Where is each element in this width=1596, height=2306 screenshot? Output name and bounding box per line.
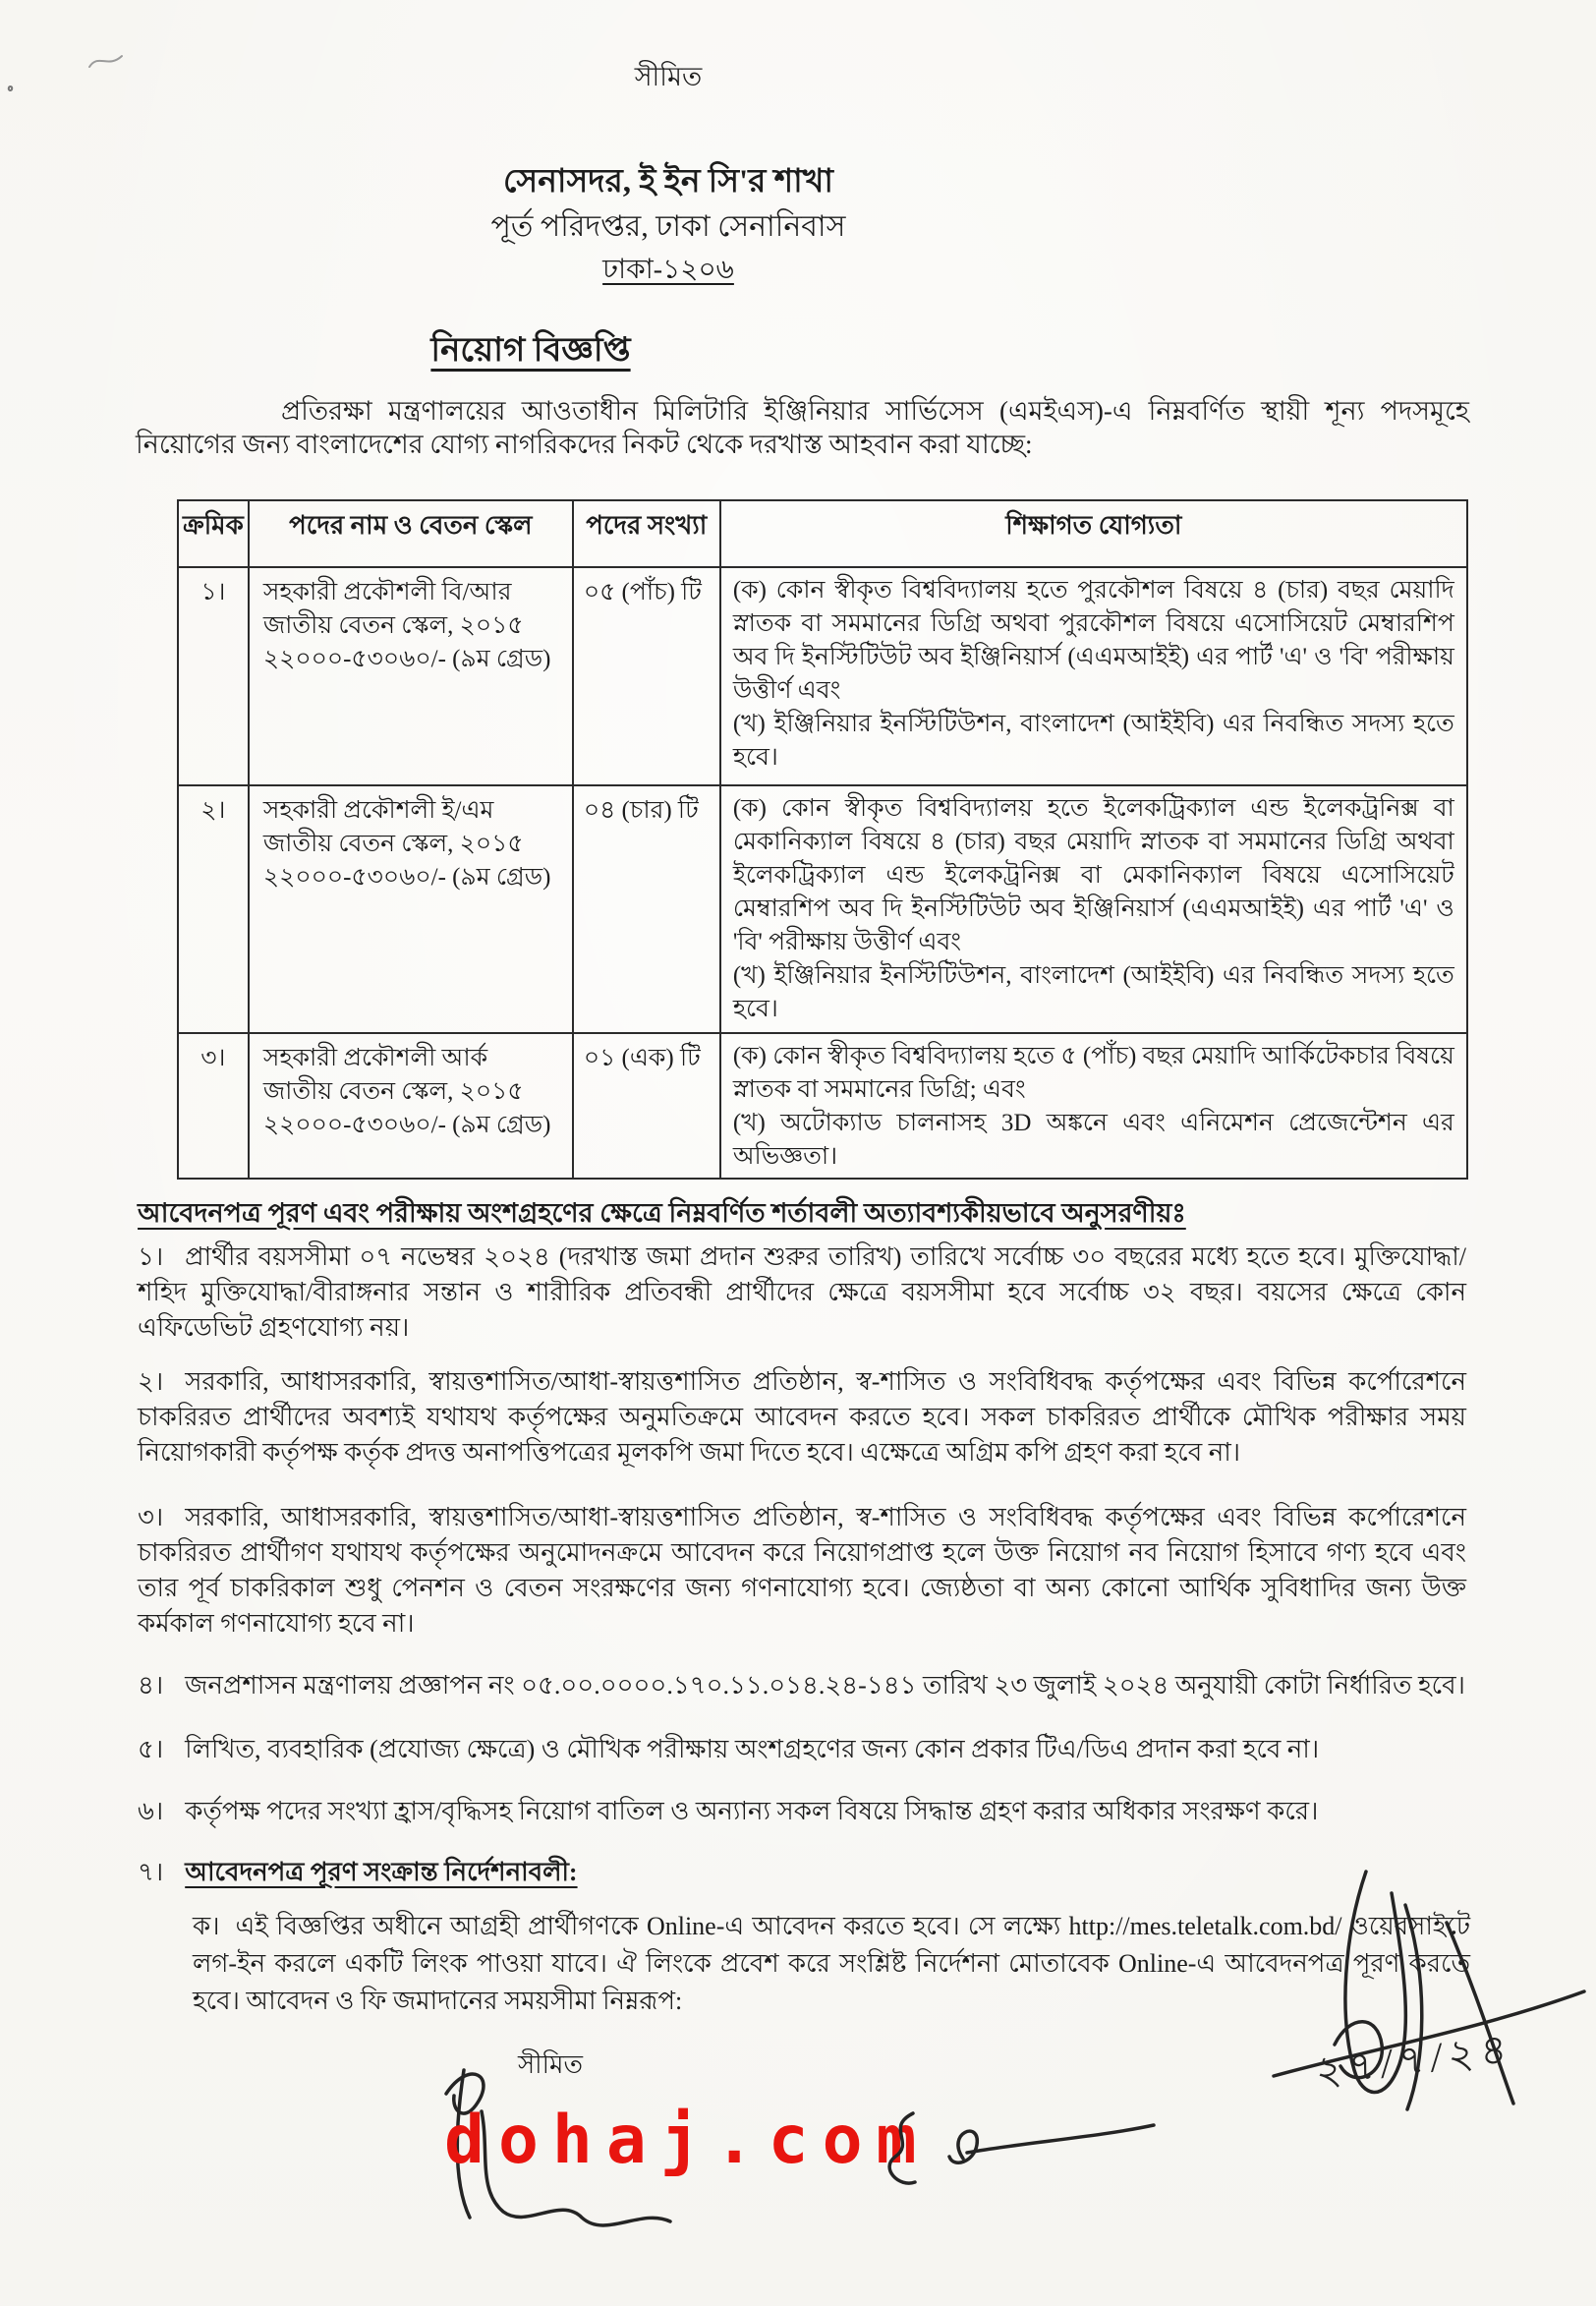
row2-qualification: (ক) কোন স্বীকৃত বিশ্ববিদ্যালয় হতে ইলেকট্রিক্যাল এন্ড ইলেকট্রনিক্স বা মেকানিক্যাল বিষয়ে ৪ (চার) বছর মেয়াদি স্নাতক বা সমমানের ডিগ্রি অথবা ইলেকট্রিক্যাল এন্ড ইলেকট্রনিক্স বা মেকানিক্যাল বিষয়ে এসোসিয়েট মেম্বারশিপ অব দি ইনস্টিটিউট অব ইঞ্জিনিয়ার্স (এএমআইই) এর পার্ট 'এ' ও 'বি' পরীক্ষায় উত্তীর্ণ এবং (খ) ইঞ্জিনিয়ার ইনস্টিটিউশন, বাংলাদেশ (আইইবি) এর নিবন্ধিত সদস্য হতে হবে। xyxy=(720,785,1467,1033)
row3-count: ০১ (এক) টি xyxy=(573,1033,720,1179)
condition-item-7: ৭। আবেদনপত্র পূরণ সংক্রান্ত নির্দেশনাবলী: xyxy=(138,1858,578,1886)
table-row xyxy=(178,785,1467,1033)
condition-item-3: ৩। সরকারি, আধাসরকারি, স্বায়ত্তশাসিত/আধা-স্বায়ত্তশাসিত প্রতিষ্ঠান, স্ব-শাসিত ও সংবিধিবদ্ধ কর্তৃপক্ষের এবং বিভিন্ন কর্পোরেশনে চাকরিরত প্রার্থীগণ যথাযথ কর্তৃপক্ষের অনুমোদনক্রমে আবেদন করে নিয়োগপ্রাপ্ত হলে উক্ত নিয়োগ নব নিয়োগ হিসাবে গণ্য হবে এবং তার পূর্ব চাকরিকাল শুধু পেনশন ও বেতন সংরক্ষণের জন্য গণনাযোগ্য হবে। জ্যেষ্ঠতা বা অন্য কোনো আর্থিক সুবিধাদির জন্য উক্ত কর্মকাল গণনাযোগ্য হবে না। xyxy=(138,1503,1466,1638)
row2-post: সহকারী প্রকৌশলী ই/এম জাতীয় বেতন স্কেল, ২০১৫ ২২০০০-৫৩০৬০/- (৯ম গ্রেড) xyxy=(249,785,573,1033)
row2-serial: ২। xyxy=(178,785,249,1033)
letterhead xyxy=(393,159,943,292)
instruction-sub-item-ka: ক। এই বিজ্ঞপ্তির অধীনে আগ্রহী প্রার্থীগণকে Online-এ আবেদন করতে হবে। সে লক্ষ্যে http://mes.teletalk.com.bd/ ওয়েবসাইটে লগ-ইন করলে একটি লিংক পাওয়া যাবে। ঐ লিংকে প্রবেশ করে সংশ্লিষ্ট নির্দেশনা মোতাবেক Online-এ আবেদনপত্র পূরণ করতে হবে। আবেদন ও ফি জমাদানের সময়সীমা নিম্নরূপ: xyxy=(193,1912,1470,2015)
ink-dot xyxy=(4,81,18,94)
table-row xyxy=(178,567,1467,785)
condition-item-5: ৫। লিখিত, ব্যবহারিক (প্রযোজ্য ক্ষেত্রে) ও মৌখিক পরীক্ষায় অংশগ্রহণের জন্য কোন প্রকার টিএ/ডিএ প্রদান করা হবে না। xyxy=(138,1735,1320,1763)
row1-qualification: (ক) কোন স্বীকৃত বিশ্ববিদ্যালয় হতে পুরকৌশল বিষয়ে ৪ (চার) বছর মেয়াদি স্নাতক বা সমমানের ডিগ্রি অথবা পুরকৌশল বিষয়ে এসোসিয়েট মেম্বারশিপ অব দি ইনস্টিটিউট অব ইঞ্জিনিয়ার্স (এএমআইই) এর পার্ট 'এ' ও 'বি' পরীক্ষায় উত্তীর্ণ এবং (খ) ইঞ্জিনিয়ার ইনস্টিটিউশন, বাংলাদেশ (আইইবি) এর নিবন্ধিত সদস্য হতে হবে। xyxy=(720,567,1467,785)
row3-qualification: (ক) কোন স্বীকৃত বিশ্ববিদ্যালয় হতে ৫ (পাঁচ) বছর মেয়াদি আর্কিটেকচার বিষয়ে স্নাতক বা সমমানের ডিগ্রি; এবং (খ) অটোক্যাড চালনাসহ 3D অঙ্কনে এবং এনিমেশন প্রেজেন্টেশন এর অভিজ্ঞতা। xyxy=(720,1033,1467,1179)
col-header-post: পদের নাম ও বেতন স্কেল xyxy=(249,500,573,567)
col-header-serial: ক্রমিক xyxy=(178,500,249,567)
pen-loop-dash xyxy=(934,2111,1160,2180)
vacancy-table xyxy=(177,499,1468,1180)
table-row xyxy=(178,1033,1467,1179)
condition-item-6: ৬। কর্তৃপক্ষ পদের সংখ্যা হ্রাস/বৃদ্ধিসহ নিয়োগ বাতিল ও অন্যান্য সকল বিষয়ে সিদ্ধান্ত গ্রহণ করার অধিকার সংরক্ষণ করে। xyxy=(138,1797,1319,1825)
col-header-qualification: শিক্ষাগত যোগ্যতা xyxy=(720,500,1467,567)
org-postcode: ঢাকা-১২০৬ xyxy=(602,255,734,285)
condition-item-1: ১। প্রার্থীর বয়সসীমা ০৭ নভেম্বর ২০২৪ (দরখাস্ত জমা প্রদান শুরুর তারিখ) তারিখে সর্বোচ্চ ৩০ বছরের মধ্যে হতে হবে। মুক্তিযোদ্ধা/শহিদ মুক্তিযোদ্ধা/বীরাঙ্গনার সন্তান ও শারীরিক প্রতিবন্ধী প্রার্থীদের ক্ষেত্রে বয়সসীমা হবে সর্বোচ্চ ৩২ বছর। বয়সের ক্ষেত্রে কোন এফিডেভিট গ্রহণযোগ্য নয়। xyxy=(138,1242,1466,1342)
row2-count: ০৪ (চার) টি xyxy=(573,785,720,1033)
condition-item-2: ২। সরকারি, আধাসরকারি, স্বায়ত্তশাসিত/আধা-স্বায়ত্তশাসিত প্রতিষ্ঠান, স্ব-শাসিত ও সংবিধিবদ্ধ কর্তৃপক্ষের এবং বিভিন্ন কর্পোরেশনে চাকরিরত প্রার্থীদের অবশ্যই যথাযথ কর্তৃপক্ষের অনুমতিক্রমে আবেদন করতে হবে। সকল চাকরিরত প্রার্থীকে মৌখিক পরীক্ষার সময় নিয়োগকারী কর্তৃপক্ষ কর্তৃক প্রদত্ত অনাপত্তিপত্রের মূলকপি জমা দিতে হবে। এক্ষেত্রে অগ্রিম কপি গ্রহণ করা হবে না। xyxy=(138,1367,1466,1467)
page-title: নিয়োগ বিজ্ঞপ্তি xyxy=(430,332,631,369)
classification-marking-top: সীমিত xyxy=(634,62,703,91)
org-name: সেনাসদর, ই ইন সি'র শাখা xyxy=(503,164,833,200)
intro-paragraph: প্রতিরক্ষা মন্ত্রণালয়ের আওতাধীন মিলিটারি ইঞ্জিনিয়ার সার্ভিসেস (এমইএস)-এ নিম্নবর্ণিত স্থায়ী শূন্য পদসমূহে নিয়োগের জন্য বাংলাদেশের যোগ্য নাগরিকদের নিকট থেকে দরখাস্ত আহবান করা যাচ্ছে: xyxy=(136,396,1469,459)
pencil-mark xyxy=(85,47,128,77)
row3-serial: ৩। xyxy=(178,1033,249,1179)
classification-marking-bottom: সীমিত xyxy=(518,2050,583,2079)
conditions-heading: আবেদনপত্র পূরণ এবং পরীক্ষায় অংশগ্রহণের ক্ষেত্রে নিম্নবর্ণিত শর্তাবলী অত্যাবশ্যকীয়ভাবে অনুসরণীয়ঃ xyxy=(138,1198,1186,1228)
condition-item-4: ৪। জনপ্রশাসন মন্ত্রণালয় প্রজ্ঞাপন নং ০৫.০০.০০০০.১৭০.১১.০১৪.২৪-১৪১ তারিখ ২৩ জুলাই ২০২৪ অনুযায়ী কোটা নির্ধারিত হবে। xyxy=(138,1671,1465,1700)
handwritten-date: ২৭/৭/২৪ xyxy=(1315,2026,1513,2097)
org-department: পূর্ত পরিদপ্তর, ঢাকা সেনানিবাস xyxy=(490,210,846,243)
col-header-count: পদের সংখ্যা xyxy=(573,500,720,567)
row1-count: ০৫ (পাঁচ) টি xyxy=(573,567,720,785)
table-header-row xyxy=(178,500,1467,567)
watermark: dohaj.com xyxy=(444,2102,931,2179)
pen-squiggle xyxy=(870,2105,929,2199)
row1-serial: ১। xyxy=(178,567,249,785)
row1-post: সহকারী প্রকৌশলী বি/আর জাতীয় বেতন স্কেল, ২০১৫ ২২০০০-৫৩০৬০/- (৯ম গ্রেড) xyxy=(249,567,573,785)
row3-post: সহকারী প্রকৌশলী আর্ক জাতীয় বেতন স্কেল, ২০১৫ ২২০০০-৫৩০৬০/- (৯ম গ্রেড) xyxy=(249,1033,573,1179)
